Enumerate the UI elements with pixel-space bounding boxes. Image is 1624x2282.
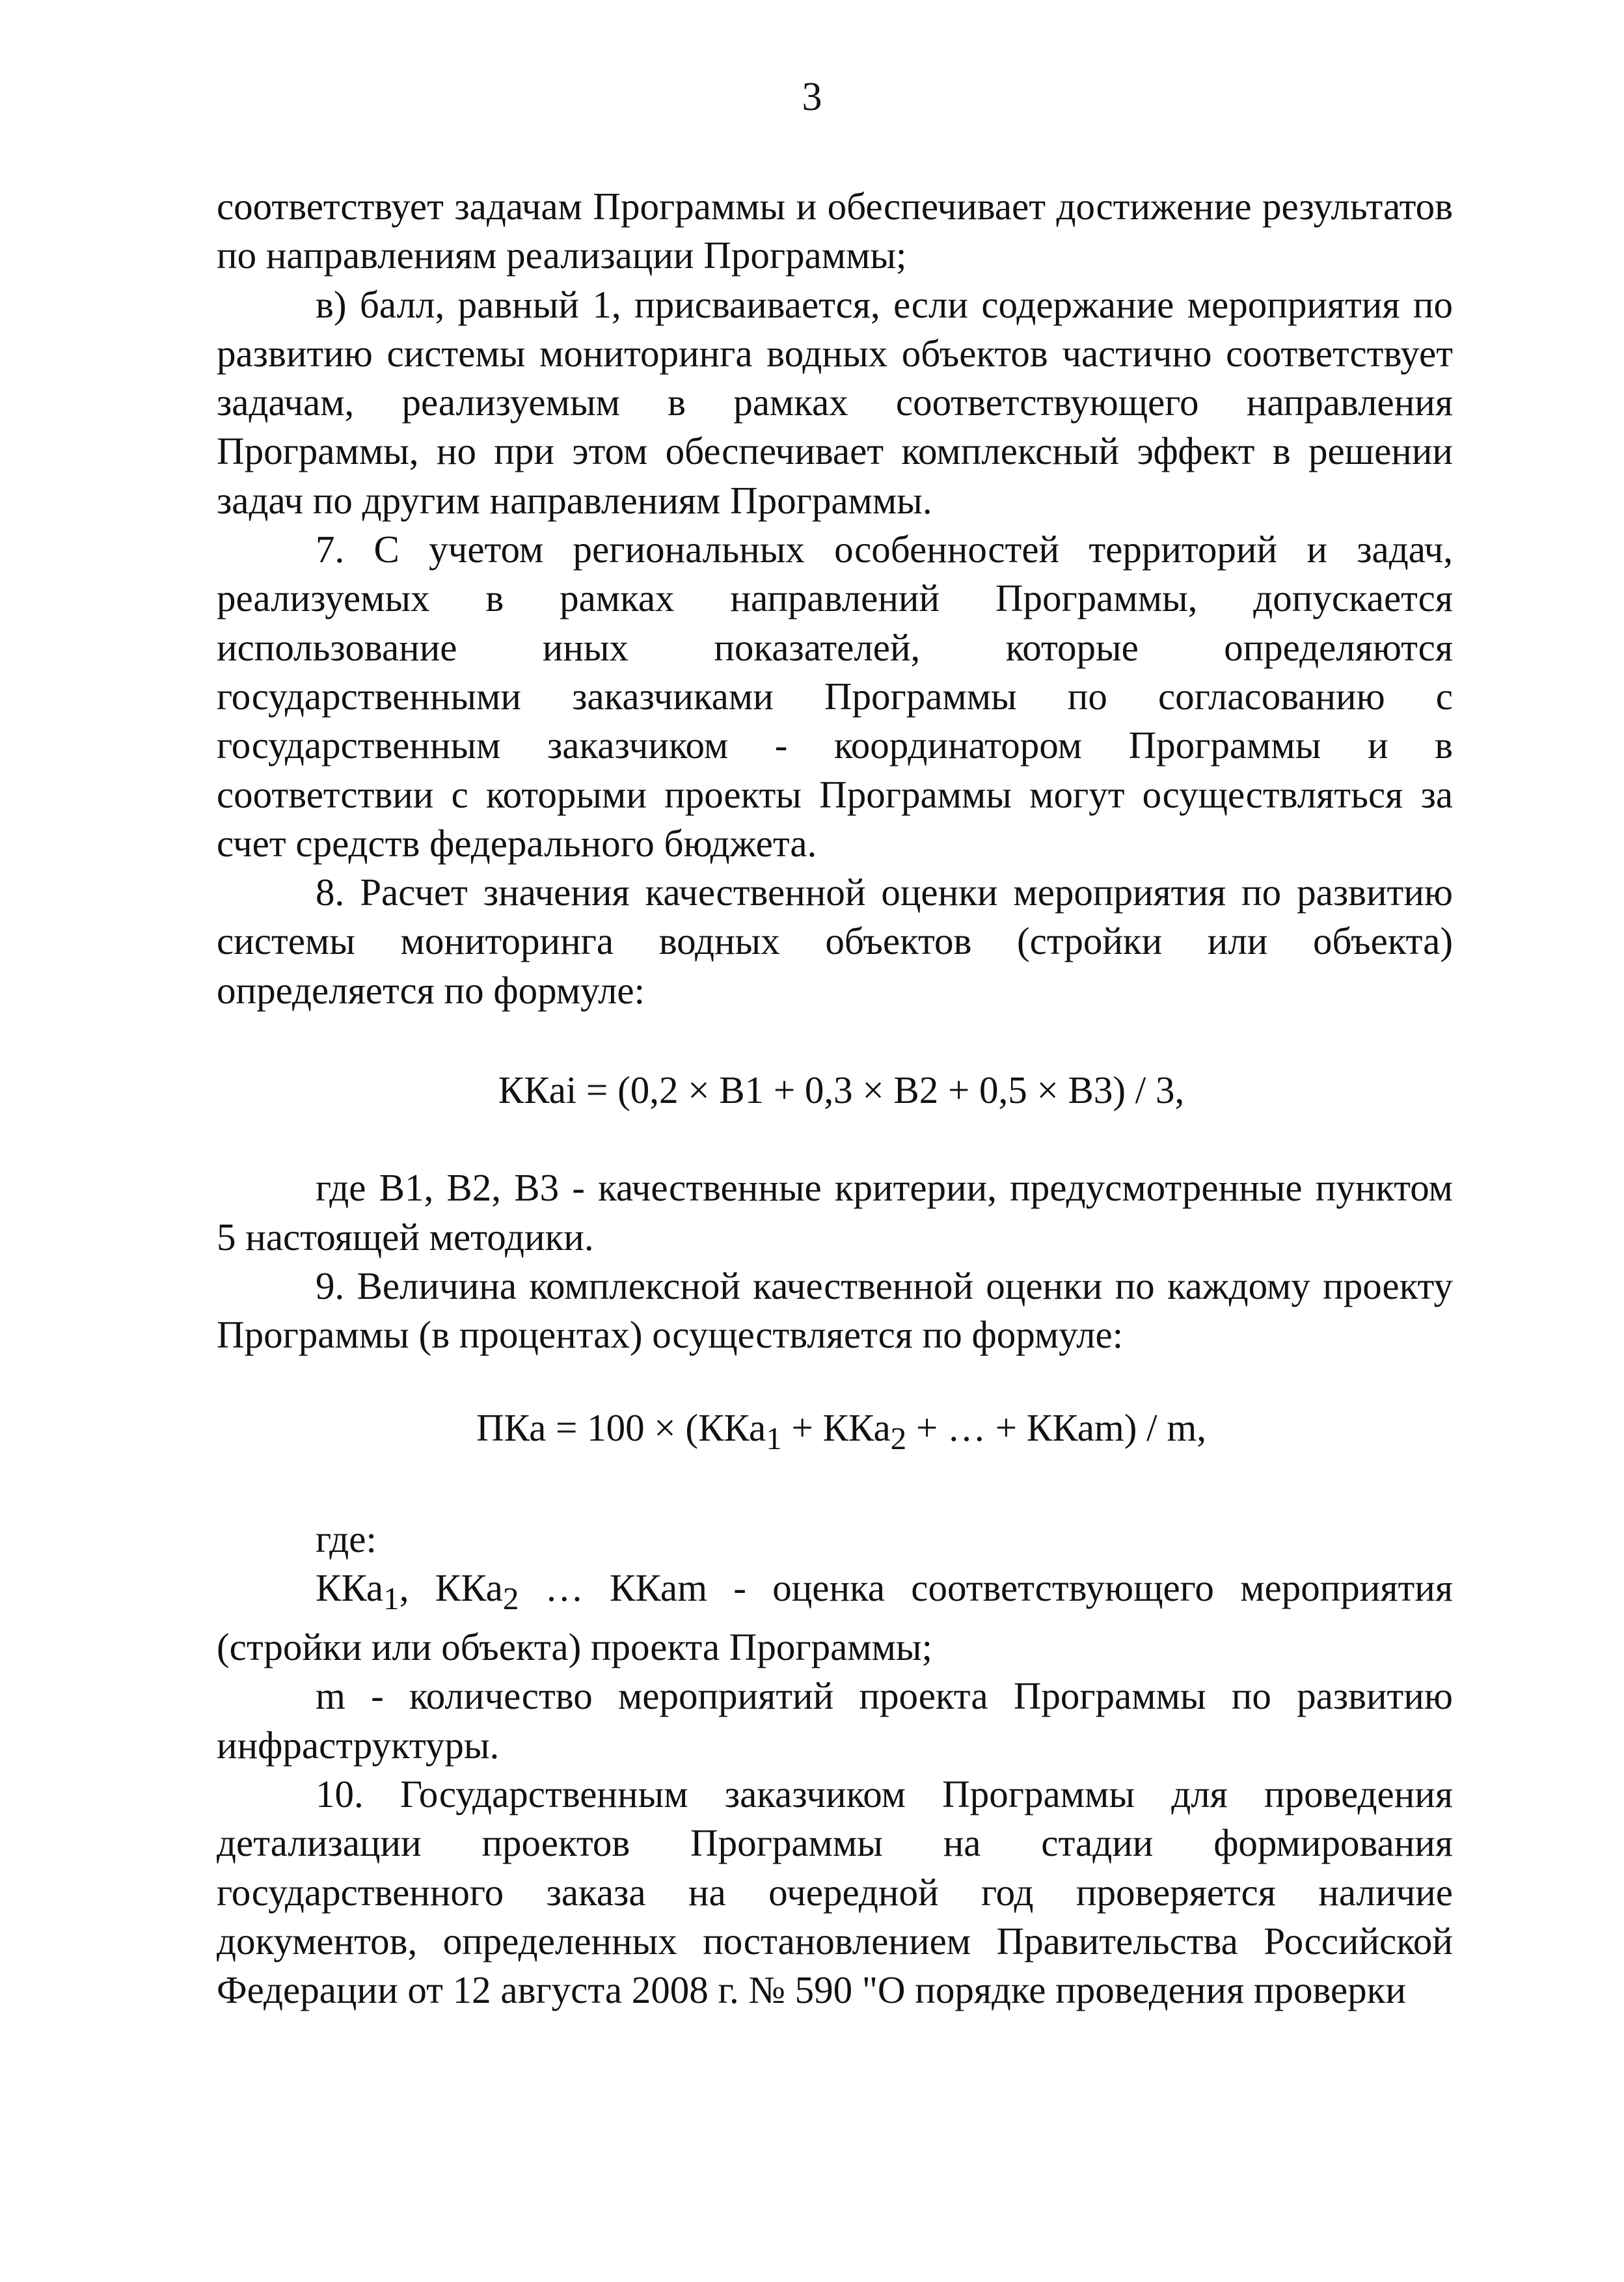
subscript: 1 xyxy=(766,1420,782,1456)
subscript: 2 xyxy=(502,1580,519,1616)
spacer xyxy=(217,1360,1453,1404)
subscript: 1 xyxy=(383,1580,399,1616)
spacer xyxy=(217,1463,1453,1515)
spacer xyxy=(217,1015,1453,1066)
paragraph-10: 10. Государственным заказчиком Программы для проведения детализации проектов Программы на стадии формирования государственного заказа на очередной год проверяется наличие документов, определенных постановлением Правительства Российской Федерации от 12 августа 2008 г. № 590 "О порядке проведения проверки xyxy=(217,1772,1453,2012)
definition-part: , ККа xyxy=(399,1566,503,1609)
paragraph-kka-definition xyxy=(217,1564,1453,1672)
paragraph-7: 7. С учетом региональных особенностей территорий и задач, реализуемых в рамках направлений Программы, допускается использование иных показателей, которые определяются государственными заказчиками Программы по согласованию с государственным заказчиком - координатором Программы и в соответствии с которыми проекты Программы могут осуществляться за счет средств федерального бюджета. xyxy=(217,528,1453,865)
spacer xyxy=(217,1115,1453,1163)
definition-part: … ККаm - оценка соответствующего мероприятия (стройки или объекта) проекта Программы; xyxy=(217,1566,1453,1669)
paragraph-where: где: xyxy=(316,1517,377,1560)
formula-pka xyxy=(217,1404,1453,1463)
definition-part: ККа xyxy=(316,1566,384,1609)
subscript: 2 xyxy=(890,1420,907,1456)
formula-pka-part: + … + ККаm) / m, xyxy=(906,1406,1206,1449)
formula-pka-part: + ККа xyxy=(781,1406,891,1449)
body-text xyxy=(217,182,1453,2015)
paragraph-continuation: соответствует задачам Программы и обеспечивает достижение результатов по направлениям реализации Программы; xyxy=(217,185,1453,277)
paragraph-8: 8. Расчет значения качественной оценки мероприятия по развитию системы мониторинга водных объектов (стройки или объекта) определяется по формуле: xyxy=(217,871,1453,1012)
paragraph-item-v: в) балл, равный 1, присваивается, если содержание мероприятия по развитию системы мониторинга водных объектов частично соответствует задачам, реализуемым в рамках соответствующего направления Программы, но при этом обеспечивает комплексный эффект в решении задач по другим направлениям Программы. xyxy=(217,282,1453,522)
formula-pka-part: ПКа = 100 × (ККа xyxy=(476,1406,766,1449)
paragraph-9: 9. Величина комплексной качественной оценки по каждому проекту Программы (в процентах) осуществляется по формуле: xyxy=(217,1264,1453,1357)
paragraph-m-definition: m - количество мероприятий проекта Программы по развитию инфраструктуры. xyxy=(217,1674,1453,1767)
page-number: 3 xyxy=(802,75,822,119)
formula-kkai: ККаi = (0,2 × В1 + 0,3 × В2 + 0,5 × В3) / 3, xyxy=(498,1068,1185,1112)
paragraph-criteria-note: где В1, В2, В3 - качественные критерии, предусмотренные пунктом 5 настоящей методики. xyxy=(217,1166,1453,1258)
